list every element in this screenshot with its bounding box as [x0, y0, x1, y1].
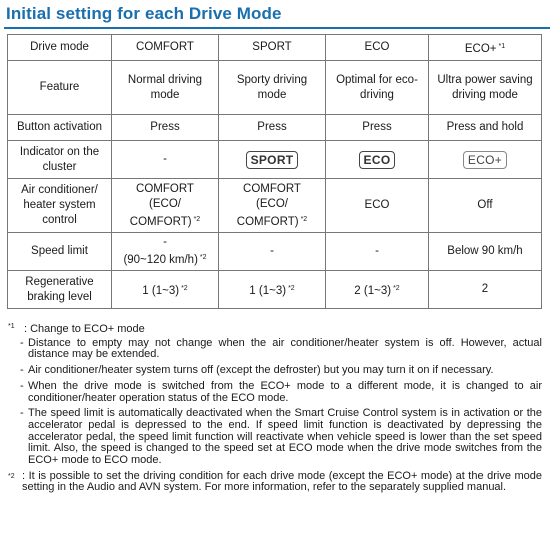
cell-text: 2 (1~3): [354, 284, 392, 297]
row-label: Indicator on the cluster: [8, 141, 112, 179]
table-cell: ECO: [326, 179, 429, 233]
header-cell: ECO: [326, 35, 429, 61]
header-cell: SPORT: [219, 35, 326, 61]
page-title: Initial setting for each Drive Mode: [6, 4, 282, 23]
table-cell: [112, 179, 219, 233]
table-row: [8, 179, 542, 233]
table-cell: [326, 271, 429, 309]
cell-text: (90~120 km/h): [123, 254, 198, 266]
table-row: [8, 271, 542, 309]
table-cell: [219, 271, 326, 309]
table-cell: Press and hold: [429, 115, 542, 141]
row-label: Button activation: [8, 115, 112, 141]
dash: -: [20, 364, 24, 377]
cell-text: COMFORT): [236, 215, 299, 228]
table-cell: Ultra power saving driving mode: [429, 61, 542, 115]
row-label: Speed limit: [8, 233, 112, 271]
dash: -: [20, 336, 24, 349]
list-item-text: Distance to empty may not change when the air conditioner/heater system is off. However, actual distance may be extended.: [28, 336, 542, 361]
footnote-2: [6, 471, 542, 494]
table-row: [8, 115, 542, 141]
table-cell: Off: [429, 179, 542, 233]
table-cell: Normal driving mode: [112, 61, 219, 115]
footnote-mark: *2: [288, 284, 295, 292]
footnote-mark: *2: [193, 215, 201, 223]
table-cell: Optimal for eco- driving: [326, 61, 429, 115]
table-cell: Below 90 km/h: [429, 233, 542, 271]
list-item: [6, 381, 542, 404]
cell-line: [222, 212, 322, 230]
footnote-mark: *1: [8, 323, 15, 330]
list-item-text: Air conditioner/heater system turns off (except the defroster) but you may turn it on if necessary.: [28, 364, 494, 377]
sport-indicator-icon: SPORT: [246, 151, 299, 169]
table-row: [8, 61, 542, 115]
cell-text: 1 (1~3): [142, 284, 180, 297]
table-cell: -: [219, 233, 326, 271]
header-cell: Drive mode: [8, 35, 112, 61]
eco-plus-indicator-icon: ECO+: [463, 151, 507, 169]
table-cell: Press: [326, 115, 429, 141]
table-cell: [112, 233, 219, 271]
dash: -: [20, 407, 24, 420]
footnote-mark: *2: [199, 254, 207, 261]
cell-text: 1 (1~3): [249, 284, 287, 297]
header-label: ECO+: [464, 42, 497, 55]
footnote-mark: *2: [181, 284, 188, 292]
table-cell: -: [112, 141, 219, 179]
cell-line: (ECO/: [256, 197, 288, 210]
table-row: [8, 141, 542, 179]
row-label: Regenerative braking level: [8, 271, 112, 309]
footnote-text: : Change to ECO+ mode: [24, 323, 145, 335]
title-underline: [4, 27, 550, 29]
footnotes: [6, 321, 542, 494]
list-item-text: When the drive mode is switched from the ECO+ mode to a different mode, it is changed to air conditioner/heater operation status of the ECO mode.: [28, 379, 542, 404]
row-label: Feature: [8, 61, 112, 115]
list-item: [6, 408, 542, 467]
footnote-mark: *1: [498, 42, 506, 50]
footnote-1: [6, 321, 542, 336]
table-cell: [429, 141, 542, 179]
table-cell: [112, 271, 219, 309]
list-item: [6, 365, 542, 377]
cell-line: -: [163, 236, 167, 248]
drive-mode-table: [7, 34, 542, 309]
table-cell: [219, 141, 326, 179]
footnote-text: : It is possible to set the driving condition for each drive mode (except the ECO+ mode) at the drive mode setting in the Audio and AVN system. For more information, refer to the separately supplied manual.: [22, 469, 542, 494]
eco-indicator-icon: ECO: [359, 151, 396, 169]
table-row: [8, 233, 542, 271]
table-cell: Sporty driving mode: [219, 61, 326, 115]
cell-line: COMFORT: [136, 182, 194, 195]
table-row: [8, 35, 542, 61]
cell-line: [115, 212, 215, 230]
cell-line: COMFORT: [243, 182, 301, 195]
table-cell: Press: [112, 115, 219, 141]
header-cell: [429, 35, 542, 61]
footnote-mark: *2: [300, 215, 308, 223]
list-item-text: The speed limit is automatically deactivated when the Smart Cruise Control system is in activation or the accelerator pedal is depressed to the end. If speed limit function is deactivated by depressing the accelerator pedal, the speed limit function will reactivate when vehicle speed is lower than the set speed limit. Also, the speed is changed to the speed set at ECO mode when the drive mode switches from the ECO+ mode to ECO mode.: [28, 407, 542, 467]
header-cell: COMFORT: [112, 35, 219, 61]
table-cell: -: [326, 233, 429, 271]
table-cell: 2: [429, 271, 542, 309]
table-cell: [219, 179, 326, 233]
cell-text: COMFORT): [129, 215, 192, 228]
dash: -: [20, 379, 24, 392]
table-cell: [326, 141, 429, 179]
cell-line: (ECO/: [149, 197, 181, 210]
footnote-mark: *2: [393, 284, 400, 292]
list-item: [6, 338, 542, 361]
row-label: Air conditioner/ heater system control: [8, 179, 112, 233]
table-cell: Press: [219, 115, 326, 141]
cell-line: [115, 250, 215, 268]
footnote-mark: *2: [8, 472, 15, 480]
